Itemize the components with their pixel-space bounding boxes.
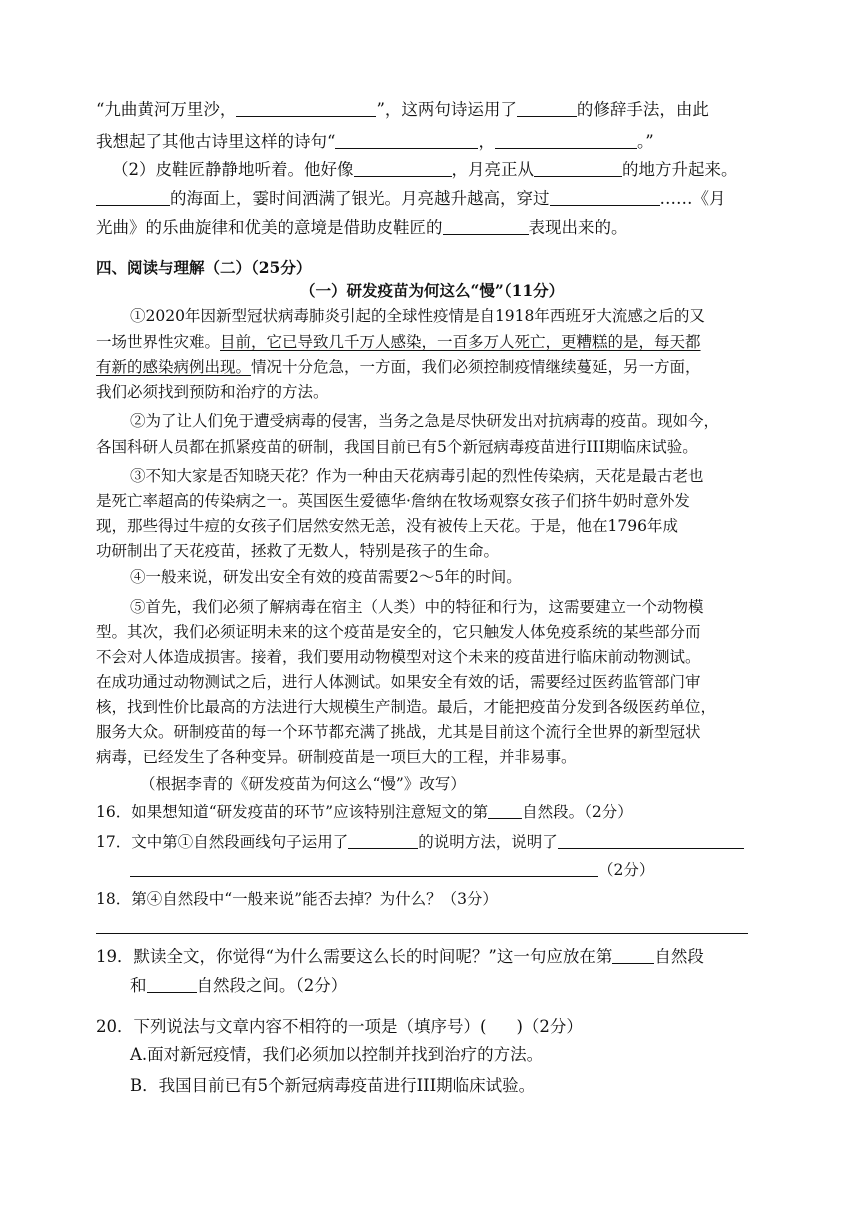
- answer-blank[interactable]: [236, 101, 376, 117]
- paragraph-2-line: 各国科研人员都在抓紧疫苗的研制，我国目前已有5个新冠病毒疫苗进行III期临床试验。: [96, 438, 698, 456]
- answer-blank[interactable]: [534, 161, 622, 177]
- question-17: 17．文中第①自然段画线句子运用了 的说明方法，说明了: [96, 832, 744, 852]
- question-17-line-2: （2分）: [130, 860, 654, 880]
- question-16: 16．如果想知道“研发疫苗的环节”应该特别注意短文的第 自然段。（2分）: [96, 803, 633, 821]
- section-heading: 四、阅读与理解（二）（25分）: [96, 258, 312, 277]
- paragraph-3-line: 是死亡率超高的传染病之一。英国医生爱德华·詹纳在牧场观察女孩子们挤牛奶时意外发: [96, 492, 690, 510]
- answer-blank[interactable]: [550, 190, 660, 206]
- option-b[interactable]: B．我国目前已有5个新冠病毒疫苗进行III期临床试验。: [130, 1076, 536, 1095]
- option-a[interactable]: A.面对新冠疫情，我们必须加以控制并找到治疗的方法。: [130, 1045, 544, 1064]
- underlined-sentence: 有新的感染病例出现。: [96, 358, 252, 376]
- paragraph-1-line: ①2020年因新型冠状病毒肺炎引起的全球性疫情是自1918年西班牙大流感之后的又: [130, 307, 705, 325]
- answer-blank[interactable]: [517, 101, 577, 117]
- paragraph-5-line: 核，找到性价比最高的方法进行大规模生产制造。最后，才能把疫苗分发到各级医药单位，: [96, 698, 717, 716]
- paragraph-1-line: 有新的感染病例出现。情况十分危急，一方面，我们必须控制疫情继续蔓延，另一方面，: [96, 358, 701, 376]
- poem-line-3: （2）皮鞋匠静静地听着。他好像 ，月亮正从 的地方升起来。: [112, 160, 738, 179]
- paragraph-2-line: ②为了让人们免于遭受病毒的侵害，当务之急是尽快研发出对抗病毒的疫苗。现如今，: [130, 412, 720, 430]
- answer-blank[interactable]: [130, 861, 598, 877]
- answer-blank[interactable]: [488, 803, 522, 819]
- answer-blank[interactable]: [558, 833, 744, 849]
- answer-blank[interactable]: [348, 833, 418, 849]
- answer-line[interactable]: [96, 933, 748, 934]
- paragraph-5-line: 病毒，已经发生了各种变异。研制疫苗是一项巨大的工程，并非易事。: [96, 748, 577, 766]
- question-18: 18．第④自然段中“一般来说”能否去掉？为什么？（3分）: [96, 890, 498, 908]
- paragraph-4-line: ④一般来说，研发出安全有效的疫苗需要2～5年的时间。: [130, 568, 522, 586]
- question-20: 20．下列说法与文章内容不相符的一项是（填序号）( )（2分）: [96, 1017, 583, 1036]
- article-title: （一）研发疫苗为何这么“慢”（11分）: [300, 281, 565, 300]
- poem-line-1: “九曲黄河万里沙， ”，这两句诗运用了 的修辞手法，由此: [96, 100, 709, 119]
- poem-line-4: 的海面上，霎时间洒满了银光。月亮越升越高，穿过 ……《月: [96, 189, 726, 209]
- paragraph-5-line: 型。其次，我们必须证明未来的这个疫苗是安全的，它只触发人体免疫系统的某些部分而: [96, 623, 701, 641]
- answer-blank[interactable]: [96, 190, 170, 206]
- poem-line-5: 光曲》的乐曲旋律和优美的意境是借助皮鞋匠的 表现出来的。: [96, 218, 628, 237]
- paragraph-3-line: 功研制出了天花疫苗，拯救了无数人，特别是孩子的生命。: [96, 542, 500, 560]
- paragraph-5-line: 服务大众。研制疫苗的每一个环节都充满了挑战，尤其是目前这个流行全世界的新型冠状: [96, 723, 701, 741]
- answer-blank[interactable]: [495, 133, 637, 149]
- question-19: 19．默读全文，你觉得“为什么需要这么长的时间呢？”这一句应放在第 自然段: [96, 947, 704, 966]
- underlined-sentence: 目前，它已导致几千万人感染，一百多万人死亡，更糟糕的是，每天都: [220, 333, 701, 351]
- paragraph-3-line: ③不知大家是否知晓天花？作为一种由天花病毒引起的烈性传染病，天花是最古老也: [130, 467, 704, 485]
- question-19-line-2: 和 自然段之间。（2分）: [130, 976, 348, 995]
- answer-blank[interactable]: [354, 161, 452, 177]
- answer-blank[interactable]: [612, 948, 654, 964]
- paragraph-5-line: 不会对人体造成损害。接着，我们要用动物模型对这个未来的疫苗进行临床前动物测试。: [96, 648, 701, 666]
- answer-blank[interactable]: [443, 219, 529, 235]
- answer-blank[interactable]: [335, 133, 478, 149]
- paragraph-1-line: 我们必须找到预防和治疗的方法。: [96, 383, 329, 401]
- source-note: （根据李青的《研发疫苗为何这么“慢”》改写）: [140, 775, 466, 793]
- paragraph-5-line: ⑤首先，我们必须了解病毒在宿主（人类）中的特征和行为，这需要建立一个动物模: [130, 598, 704, 616]
- paragraph-1-line: 一场世界性灾难。目前，它已导致几千万人感染，一百多万人死亡，更糟糕的是，每天都: [96, 333, 701, 351]
- poem-line-2: 我想起了其他古诗里这样的诗句“ ， 。”: [96, 132, 654, 151]
- paragraph-3-line: 现，那些得过牛痘的女孩子们居然安然无恙，没有被传上天花。于是，他在1796年成: [96, 517, 678, 535]
- paragraph-5-line: 在成功通过动物测试之后，进行人体测试。如果安全有效的话，需要经过医药监管部门审: [96, 673, 701, 691]
- answer-blank[interactable]: [147, 977, 197, 993]
